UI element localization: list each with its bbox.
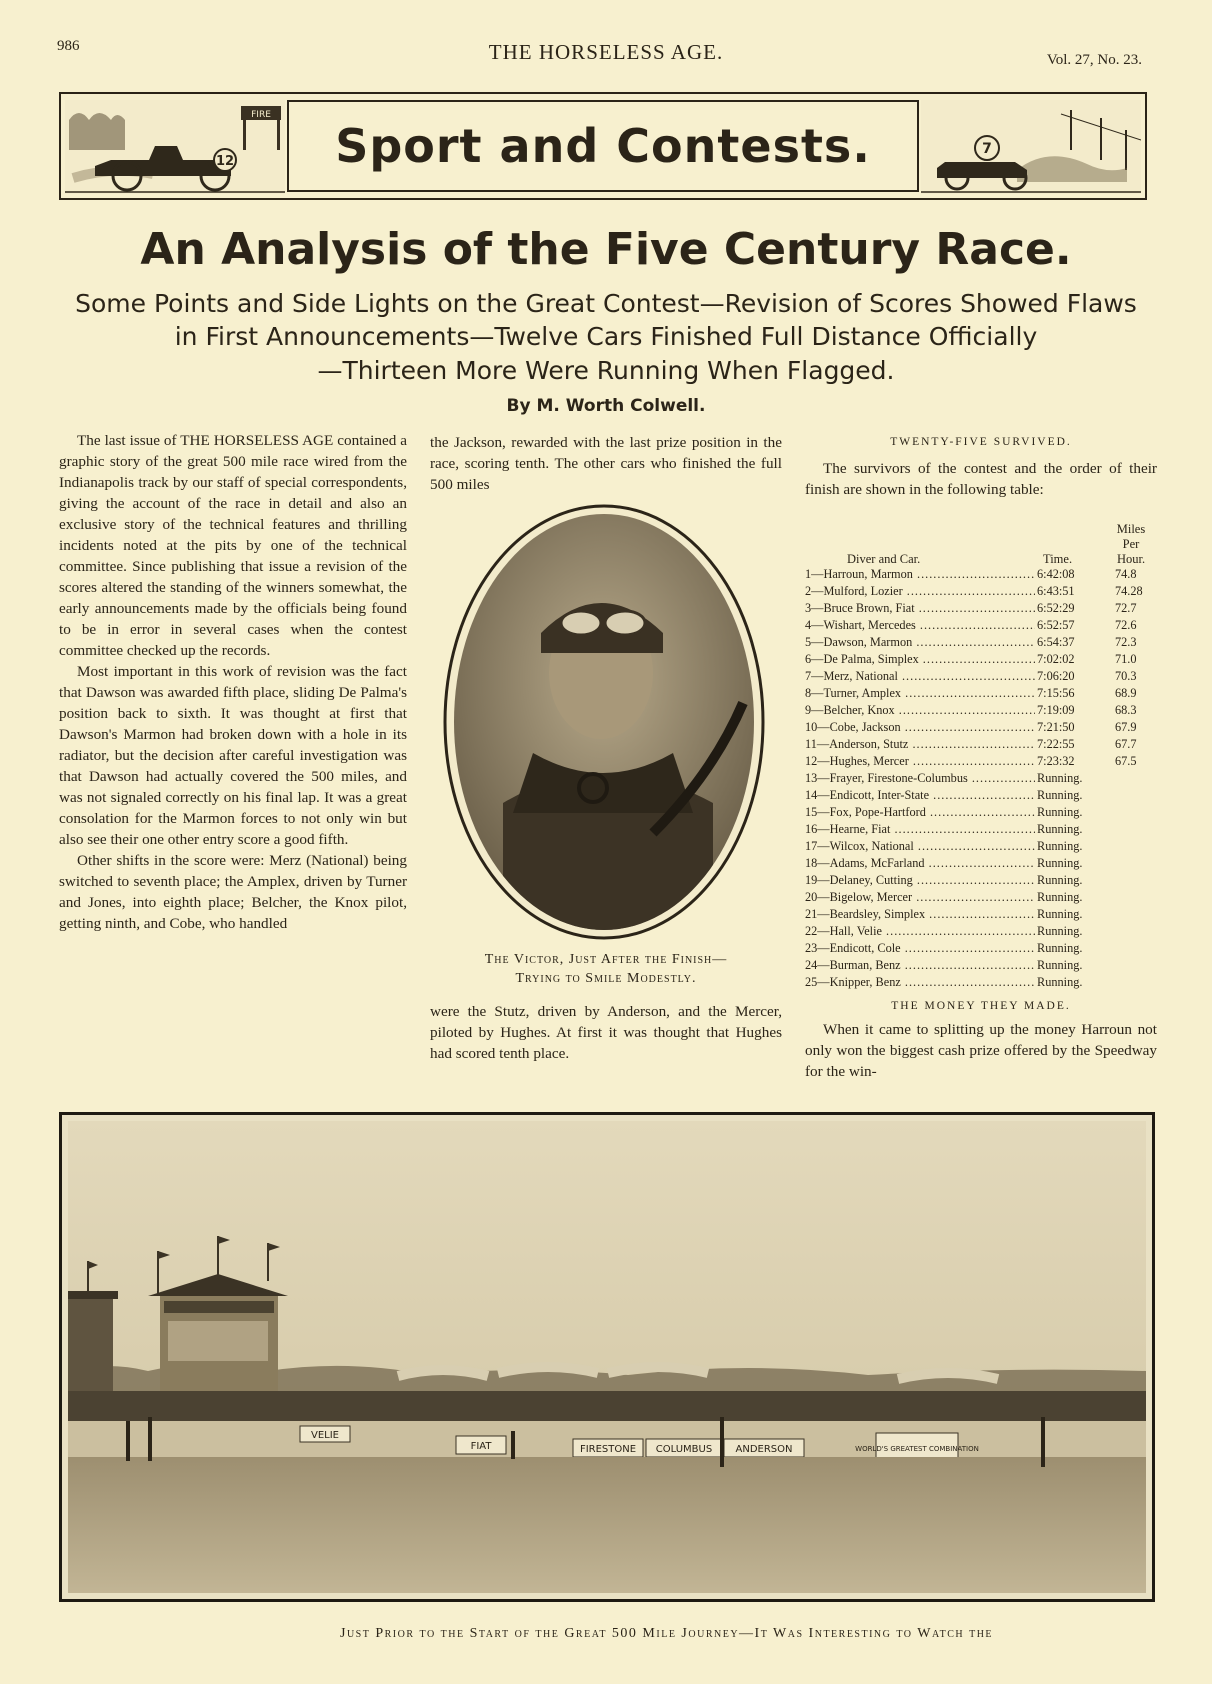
results-table bbox=[805, 567, 1157, 992]
results-row bbox=[805, 720, 1157, 737]
column-1 bbox=[59, 430, 407, 934]
race-car-illustration-left bbox=[65, 100, 285, 194]
result-time: 6:42:08 bbox=[1037, 567, 1075, 581]
result-driver-car: 4—Wishart, Mercedes ..... bbox=[805, 618, 1035, 633]
result-mph: 74.8 bbox=[1115, 567, 1137, 581]
photo-sign: ANDERSON bbox=[735, 1444, 793, 1455]
results-row bbox=[805, 652, 1157, 669]
results-row bbox=[805, 601, 1157, 618]
grandstand-photo-frame bbox=[59, 1112, 1155, 1602]
result-time: Running. bbox=[1037, 941, 1083, 955]
paragraph: the Jackson, rewarded with the last prize position in the race, scoring tenth. The other cars who finished the full 500 miles bbox=[430, 434, 782, 493]
result-mph: 71.0 bbox=[1115, 652, 1137, 666]
results-row bbox=[805, 771, 1157, 788]
photo-sign: FIRESTONE bbox=[579, 1444, 637, 1455]
header-mph-line: Hour. bbox=[1116, 552, 1146, 566]
result-driver-car: 15—Fox, Pope-Hartford ..... bbox=[805, 805, 1035, 820]
headline: An Analysis of the Five Century Race. bbox=[140, 224, 1072, 275]
results-row bbox=[805, 873, 1157, 890]
result-mph: 67.7 bbox=[1115, 737, 1137, 751]
car-number-7: 7 bbox=[982, 141, 992, 157]
paragraph: The survivors of the contest and the order of their finish are shown in the following table: bbox=[805, 460, 1157, 498]
result-time: 6:43:51 bbox=[1037, 584, 1075, 598]
result-driver-car: 25—Knipper, Benz ..... bbox=[805, 975, 1035, 990]
results-row bbox=[805, 618, 1157, 635]
section-title: Sport and Contests. bbox=[335, 119, 871, 173]
results-row bbox=[805, 856, 1157, 873]
result-time: 6:52:57 bbox=[1037, 618, 1075, 632]
results-row bbox=[805, 958, 1157, 975]
result-driver-car: 8—Turner, Amplex ..... bbox=[805, 686, 1035, 701]
result-time: Running. bbox=[1037, 771, 1083, 785]
result-mph: 70.3 bbox=[1115, 669, 1137, 683]
results-row bbox=[805, 975, 1157, 992]
header-time: Time. bbox=[1043, 552, 1073, 566]
result-mph: 74.28 bbox=[1115, 584, 1143, 598]
result-time: Running. bbox=[1037, 924, 1083, 938]
result-mph: 68.9 bbox=[1115, 686, 1137, 700]
result-driver-car: 18—Adams, McFarland ..... bbox=[805, 856, 1035, 871]
result-time: 6:54:37 bbox=[1037, 635, 1075, 649]
result-time: 7:21:50 bbox=[1037, 720, 1075, 734]
result-driver-car: 20—Bigelow, Mercer ..... bbox=[805, 890, 1035, 905]
result-time: 7:06:20 bbox=[1037, 669, 1075, 683]
column-2-bottom bbox=[430, 1001, 782, 1064]
result-mph: 68.3 bbox=[1115, 703, 1137, 717]
results-row bbox=[805, 839, 1157, 856]
result-time: Running. bbox=[1037, 975, 1083, 989]
portrait-caption bbox=[430, 950, 782, 988]
column-2-top bbox=[430, 432, 782, 495]
paragraph: were the Stutz, driven by Anderson, and the Mercer, piloted by Hughes. At first it was thought that Hughes had scored tenth place. bbox=[430, 1003, 782, 1062]
result-driver-car: 19—Delaney, Cutting ..... bbox=[805, 873, 1035, 888]
result-driver-car: 13—Frayer, Firestone-Columbus ..... bbox=[805, 771, 1035, 786]
result-time: Running. bbox=[1037, 805, 1083, 819]
result-driver-car: 17—Wilcox, National ..... bbox=[805, 839, 1035, 854]
result-driver-car: 9—Belcher, Knox ..... bbox=[805, 703, 1035, 718]
result-time: Running. bbox=[1037, 788, 1083, 802]
photo-sign: FIAT bbox=[470, 1441, 492, 1452]
result-driver-car: 14—Endicott, Inter-State ..... bbox=[805, 788, 1035, 803]
header-mph-line: Miles bbox=[1116, 522, 1146, 536]
deck-line-2: in First Announcements—Twelve Cars Finished Full Distance Officially bbox=[174, 322, 1038, 351]
grandstand-photo bbox=[68, 1121, 1146, 1593]
result-mph: 67.9 bbox=[1115, 720, 1137, 734]
result-time: 7:19:09 bbox=[1037, 703, 1075, 717]
column-3-intro bbox=[805, 458, 1157, 500]
result-driver-car: 6—De Palma, Simplex ..... bbox=[805, 652, 1035, 667]
results-row bbox=[805, 788, 1157, 805]
results-row bbox=[805, 635, 1157, 652]
header-driver: Diver and Car. bbox=[847, 552, 921, 566]
result-driver-car: 10—Cobe, Jackson ..... bbox=[805, 720, 1035, 735]
results-row bbox=[805, 805, 1157, 822]
result-time: Running. bbox=[1037, 839, 1083, 853]
result-time: 7:22:55 bbox=[1037, 737, 1075, 751]
result-driver-car: 2—Mulford, Lozier ..... bbox=[805, 584, 1035, 599]
result-driver-car: 12—Hughes, Mercer ..... bbox=[805, 754, 1035, 769]
subhead-money-they-made: THE MONEY THEY MADE. bbox=[891, 1000, 1071, 1012]
paragraph: Most important in this work of revision was the fact that Dawson was awarded fifth place, sliding De Palma's position back to sixth. It was thought at first that Dawson's Marmon had broken down with a hole in its radiator, but the decision after careful investigation was that Dawson had actually covered the 500 miles, and was not signaled correctly on his final lap. It was a great consolation for the Marmon forces to not only win but also see their one other entry score a good fifth. bbox=[59, 663, 407, 848]
result-driver-car: 3—Bruce Brown, Fiat ..... bbox=[805, 601, 1035, 616]
result-time: Running. bbox=[1037, 907, 1083, 921]
result-driver-car: 16—Hearne, Fiat ..... bbox=[805, 822, 1035, 837]
result-time: Running. bbox=[1037, 856, 1083, 870]
results-row bbox=[805, 669, 1157, 686]
portrait-photo bbox=[443, 503, 765, 941]
page-number: 986 bbox=[57, 38, 80, 54]
results-row bbox=[805, 822, 1157, 839]
running-head: THE HORSELESS AGE. bbox=[488, 40, 724, 64]
results-row bbox=[805, 754, 1157, 771]
results-row bbox=[805, 584, 1157, 601]
result-time: 6:52:29 bbox=[1037, 601, 1075, 615]
result-driver-car: 24—Burman, Benz ..... bbox=[805, 958, 1035, 973]
result-time: 7:02:02 bbox=[1037, 652, 1075, 666]
byline: By M. Worth Colwell. bbox=[506, 396, 706, 416]
results-row bbox=[805, 907, 1157, 924]
result-time: 7:15:56 bbox=[1037, 686, 1075, 700]
portrait-caption-line-2: Trying to Smile Modestly. bbox=[515, 971, 697, 986]
result-driver-car: 5—Dawson, Marmon ..... bbox=[805, 635, 1035, 650]
section-banner bbox=[59, 92, 1147, 200]
results-row bbox=[805, 737, 1157, 754]
car-number-12: 12 bbox=[215, 154, 235, 169]
photo-sign: COLUMBUS bbox=[655, 1444, 713, 1455]
paragraph: When it came to splitting up the money Harroun not only won the biggest cash prize offered by the Speedway for the win- bbox=[805, 1021, 1157, 1080]
results-row bbox=[805, 567, 1157, 584]
deck-line-3: —Thirteen More Were Running When Flagged. bbox=[317, 356, 895, 385]
results-row bbox=[805, 686, 1157, 703]
result-mph: 67.5 bbox=[1115, 754, 1137, 768]
result-mph: 72.3 bbox=[1115, 635, 1137, 649]
result-driver-car: 21—Beardsley, Simplex ..... bbox=[805, 907, 1035, 922]
result-time: Running. bbox=[1037, 822, 1083, 836]
photo-banner-text: WORLD'S GREATEST COMBINATION bbox=[855, 1445, 979, 1453]
header-mph-line: Per bbox=[1122, 537, 1140, 551]
result-driver-car: 11—Anderson, Stutz ..... bbox=[805, 737, 1035, 752]
result-time: Running. bbox=[1037, 873, 1083, 887]
photo-sign: VELIE bbox=[311, 1430, 339, 1441]
result-mph: 72.6 bbox=[1115, 618, 1137, 632]
portrait-caption-line-1: The Victor, Just After the Finish— bbox=[484, 952, 728, 967]
subhead-twenty-five-survived: TWENTY-FIVE SURVIVED. bbox=[890, 436, 1072, 448]
result-time: Running. bbox=[1037, 958, 1083, 972]
race-car-illustration-right bbox=[921, 100, 1141, 194]
header-mph bbox=[1105, 522, 1157, 567]
results-row bbox=[805, 703, 1157, 720]
paragraph: The last issue of THE HORSELESS AGE contained a graphic story of the great 500 mile race wired from the Indianapolis track by our staff of special correspondents, giving the account of the race in detail and also an exclusive story of the technical features and thrilling incidents noted at the pits by one of the technical committee. Since publishing that issue a revision of the scores altered the standing of the winners somewhat, the early announcements made by the officials being found to be in error in several cases when the contest committee checked up the records. bbox=[59, 432, 407, 659]
deck-line-1: Some Points and Side Lights on the Great Contest—Revision of Scores Showed Flaws bbox=[75, 289, 1137, 318]
result-driver-car: 23—Endicott, Cole ..... bbox=[805, 941, 1035, 956]
column-3-bottom bbox=[805, 1019, 1157, 1082]
section-title-box bbox=[287, 100, 919, 192]
result-time: Running. bbox=[1037, 890, 1083, 904]
photo-caption: Just Prior to the Start of the Great 500 Mile Journey—It Was Interesting to Watch the bbox=[340, 1626, 994, 1641]
result-time: 7:23:32 bbox=[1037, 754, 1075, 768]
paragraph: Other shifts in the score were: Merz (National) being switched to seventh place; the Amplex, driven by Turner and Jones, into eighth place; Belcher, the Knox pilot, getting ninth, and Cobe, who handled bbox=[59, 852, 407, 932]
result-driver-car: 1—Harroun, Marmon ..... bbox=[805, 567, 1035, 582]
result-driver-car: 22—Hall, Velie ..... bbox=[805, 924, 1035, 939]
sign-fire: FIRE bbox=[251, 110, 271, 120]
results-row bbox=[805, 890, 1157, 907]
results-row bbox=[805, 941, 1157, 958]
result-driver-car: 7—Merz, National ..... bbox=[805, 669, 1035, 684]
volume-info: Vol. 27, No. 23. bbox=[1046, 52, 1142, 68]
result-mph: 72.7 bbox=[1115, 601, 1137, 615]
results-row bbox=[805, 924, 1157, 941]
